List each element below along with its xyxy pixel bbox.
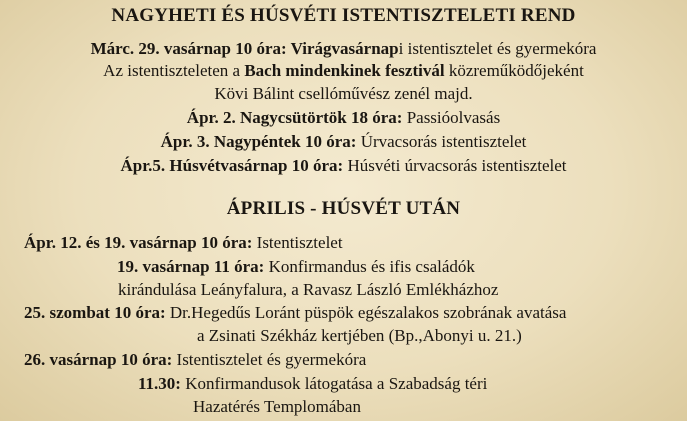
schedule-date: 11.30:	[138, 374, 181, 393]
schedule-text: Dr.Hegedűs Loránt püspök egészalakos szobrának avatása	[165, 303, 567, 322]
schedule-text: Istentisztelet és gyermekóra	[172, 350, 367, 369]
schedule-text: Konfirmandusok látogatása a Szabadság téri	[180, 374, 488, 393]
schedule-date: Márc. 29. vasárnap 10 óra: Virágvasárnap	[90, 39, 399, 58]
schedule-line	[0, 61, 687, 81]
schedule-text: Istentisztelet	[252, 233, 343, 252]
schedule-line	[0, 108, 687, 128]
schedule-date: Ápr. 2. Nagycsütörtök 18 óra:	[186, 108, 403, 127]
schedule-text: Kövi Bálint csellóművész zenél majd.	[214, 84, 473, 103]
schedule-date: Ápr. 3. Nagypéntek 10 óra:	[160, 132, 357, 151]
schedule-line	[193, 397, 673, 417]
schedule-line	[118, 280, 678, 300]
schedule-text: Húsvéti úrvacsorás istentisztelet	[343, 156, 567, 175]
schedule-line	[24, 303, 684, 323]
schedule-line	[0, 84, 687, 104]
festival-name: Bach mindenkinek fesztivál	[244, 61, 445, 80]
schedule-line	[24, 233, 664, 253]
schedule-text: Úrvacsorás istentisztelet	[356, 132, 527, 151]
schedule-text: Az istentiszteleten a	[103, 61, 245, 80]
schedule-line	[0, 132, 687, 152]
schedule-text: kirándulása Leányfalura, a Ravasz László Emlékházhoz	[118, 280, 499, 299]
schedule-line	[24, 350, 664, 370]
schedule-line	[197, 326, 677, 346]
schedule-date: 25. szombat 10 óra:	[24, 303, 166, 322]
section1-title: NAGYHETI ÉS HÚSVÉTI ISTENTISZTELETI REND	[111, 5, 576, 26]
schedule-line	[0, 39, 687, 59]
schedule-text: a Zsinati Székház kertjében (Bp.,Abonyi u. 21.)	[197, 326, 522, 345]
schedule-line	[138, 374, 678, 394]
schedule-date: Ápr.5. Húsvétvasárnap 10 óra:	[120, 156, 344, 175]
schedule-text: Passióolvasás	[402, 108, 501, 127]
section2-title: ÁPRILIS - HÚSVÉT UTÁN	[226, 198, 461, 219]
schedule-line	[0, 156, 687, 176]
schedule-date: 26. vasárnap 10 óra:	[24, 350, 173, 369]
schedule-text: Konfirmandus és ifis családók	[264, 257, 475, 276]
schedule-text: Hazatérés Templomában	[193, 397, 361, 416]
schedule-text: közreműködőjeként	[444, 61, 584, 80]
schedule-date: Ápr. 12. és 19. vasárnap 10 óra:	[24, 233, 253, 252]
schedule-date: 19. vasárnap 11 óra:	[117, 257, 265, 276]
schedule-line	[117, 257, 677, 277]
schedule-text: i istentisztelet és gyermekóra	[398, 39, 597, 58]
